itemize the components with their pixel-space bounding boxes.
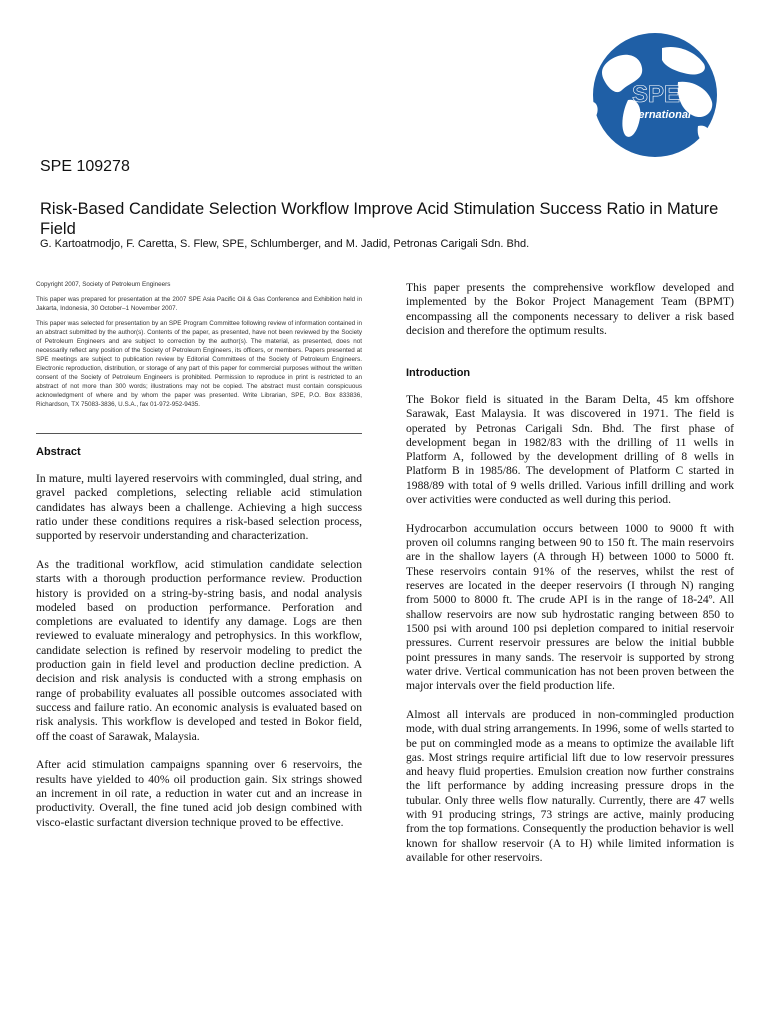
intro-summary-paragraph: This paper presents the comprehensive workflow developed and implemented by the Bokor Project Management Team (BPMT) encompassing all the components necessary to deliver a risk based decision and therefore the optimum results. — [406, 281, 734, 337]
abstract-paragraph: In mature, multi layered reservoirs with commingled, dual string, and gravel packed completions, selecting reliable acid stimulation candidates has always been a challenge. Achieving a high success ratio under these conditions requires a risk-based selection process, supported by reservoir understanding and characterization. — [36, 472, 362, 543]
authors: G. Kartoatmodjo, F. Caretta, S. Flew, SPE, Schlumberger, and M. Jadid, Petronas Carigali Sdn. Bhd. — [40, 238, 530, 250]
abstract-heading: Abstract — [36, 446, 81, 458]
introduction-paragraph: Almost all intervals are produced in non-commingled production mode, with dual string arrangements. In 1996, some of wells started to be put on commingled mode as a means to optimize the available lift gas. Most strings require artificial lift due to low reservoir pressures and heavy fluid properties. Emulsion creation now further constrains the lift performance by adding increasing pressure drops in the tubular. Only three wells flow naturally. Currently, there are 47 wells with 91 producing strings, 73 strings are active, mainly producing from the top formations. Consequently the production behavior is well known for shallow reservoir (A to H) while limited information is available for other reservoirs. — [406, 707, 734, 864]
copyright-divider — [36, 433, 362, 434]
introduction-heading: Introduction — [406, 367, 471, 379]
spe-logo — [570, 30, 740, 160]
selection-note: This paper was selected for presentation by an SPE Program Committee following review of information contained in an abstract submitted by the author(s). Contents of the paper, as presented, have not been reviewed by the Society of Petroleum Engineers and are subject to correction by the author(s). The material, as presented, does not necessarily reflect any position of the Society of Petroleum Engineers, its officers, or members. Papers presented at SPE meetings are subject to publication review by Editorial Committees of the Society of Petroleum Engineers. Electronic reproduction, distribution, or storage of any part of this paper for commercial purposes without the written consent of the Society of Petroleum Engineers is prohibited. Permission to reproduce in print is restricted to an abstract of not more than 300 words; illustrations may not be copied. The abstract must contain conspicuous acknowledgment of where and by whom the paper was presented. Write Librarian, SPE, P.O. Box 833836, Richardson, TX 75083-3836, U.S.A., fax 01-972-952-9435. — [36, 320, 362, 408]
copyright-notice — [36, 280, 362, 415]
abstract-paragraph: As the traditional workflow, acid stimulation candidate selection starts with a thorough production performance review. Production history is provided on a string-by-string basis, and nodal analysis modeled based on production performance. Perforation and completions are evaluated to identify any damage. Logs are then reviewed to evaluate mineralogy and petrophysics. In this workflow, candidate selection is refined by reservoir modeling to predict the production gain in field level and production decline prediction. A decision and risk analysis is conducted with a strong emphasis on range of probability evaluates all possible outcomes associated with success and failure ratio. An economic analysis is evaluated based on risk analysis. This workflow is developed and tested in Bokor field, off the coast of Sarawak, Malaysia. — [36, 557, 362, 743]
introduction-paragraph: Hydrocarbon accumulation occurs between 1000 to 9000 ft with proven oil columns ranging between 90 to 150 ft. The main reservoirs are in the shallow layers (A through H) between 1000 to 5000 ft. These reservoirs contain 91% of the reserves, whilst the rest of reserves are located in the deeper reservoirs (I through N) ranging from 5000 to 8000 ft. The crude API is in the range of 18-24º. All shallow reservoirs are now sub hydrostatic ranging between 850 to 1500 psi with around 100 psi depletion compared to initial reservoir pressures. Current reservoir pressures are below the initial bubble point pressures in many sands. The reservoir is supported by strong water drive. Vertical communication has not been proven between the major intervals over the field production life. — [406, 521, 734, 693]
abstract-paragraph: After acid stimulation campaigns spanning over 6 reservoirs, the results have yielded to 40% oil production gain. Six strings showed an increment in oil rate, a reduction in water cut and an increase in productivity. Overall, the fine tuned acid job design combined with visco-elastic surfactant diversion technique proved to be effective. — [36, 758, 362, 829]
abstract-body — [36, 472, 362, 844]
introduction-paragraph: The Bokor field is situated in the Baram Delta, 45 km offshore Sarawak, East Malaysia. It was discovered in 1971. The field is operated by Petronas Carigali Sdn. Bhd. The first phase of development began in 1982/83 with the drilling of 11 wells in Platform A, followed by the development drilling of 8 wells in Platform B in 1985/86. The development of Platform C started in 1988/89 with total of 9 wells drilled. Various infill drilling and work over activities were conducted as well during this period. — [406, 393, 734, 507]
presentation-note: This paper was prepared for presentation at the 2007 SPE Asia Pacific Oil & Gas Conference and Exhibition held in Jakarta, Indonesia, 30 October–1 November 2007. — [36, 296, 362, 312]
logo-subtext: International — [624, 109, 692, 121]
right-intro — [406, 281, 734, 353]
paper-number: SPE 109278 — [40, 158, 130, 175]
copyright-line: Copyright 2007, Society of Petroleum Engineers — [36, 281, 171, 288]
introduction-body — [406, 393, 734, 880]
logo-text: SPE — [631, 81, 681, 108]
paper-title: Risk-Based Candidate Selection Workflow Improve Acid Stimulation Success Ratio in Mature Field — [40, 200, 719, 238]
